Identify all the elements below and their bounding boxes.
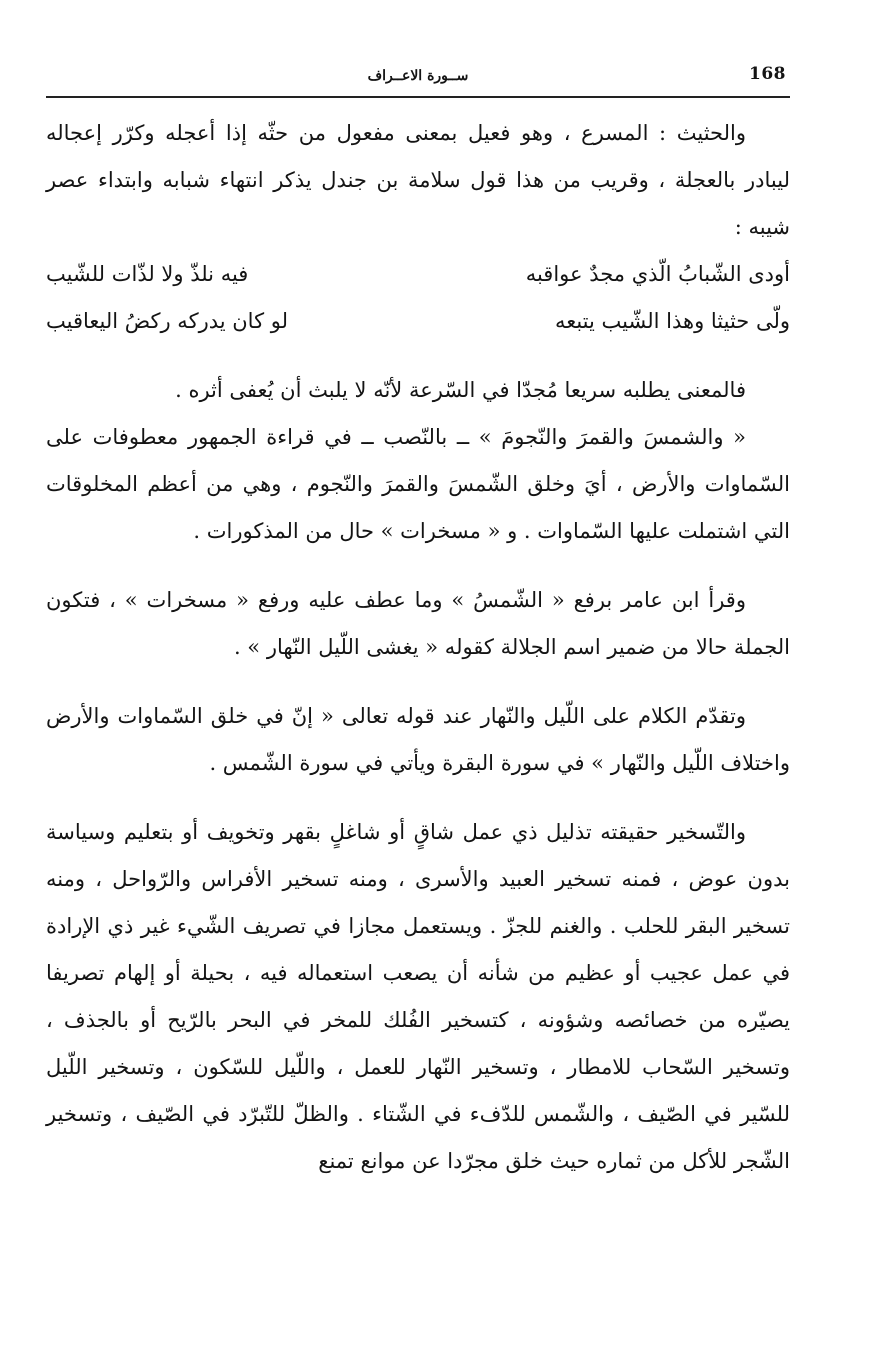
paragraph: وتقدّم الكلام على اللّيل والنّهار عند قوله تعالى « إنّ في خلق السّماوات والأرض واختلاف اللّيل والنّهار » في سورة البقرة ويأتي في سورة الشّمس .	[46, 704, 790, 775]
verse-first-hemistich: أودى الشّبابُ الّذي مجدٌ عواقبه	[525, 262, 790, 286]
page-bottom-margin	[46, 1185, 790, 1205]
verse-second-hemistich: فيه نلذّ ولا لذّات للشّيب	[46, 262, 249, 286]
paragraph: « والشمسَ والقمرَ والنّجومَ » ــ بالنّصب ــ في قراءة الجمهور معطوفات على السّماوات والأرض ، أيَ وخلق الشّمسَ والقمرَ والنّجوم ، وهي من أعظم المخلوقات التي اشتملت عليها السّماوات . و « مسخرات » حال من المذكورات .	[46, 425, 790, 543]
poetry-verse	[46, 298, 790, 345]
verse-first-hemistich: ولّى حثيثا وهذا الشّيب يتبعه	[554, 309, 790, 333]
page-number: 168	[749, 64, 786, 84]
page-header	[46, 56, 790, 98]
surah-title: ســورة الاعــراف	[367, 68, 469, 84]
book-page	[46, 56, 790, 1205]
paragraph: وقرأ ابن عامر برفع « الشّمسُ » وما عطف عليه ورفع « مسخرات » ، فتكون الجملة حالا من ضمير اسم الجلالة كقوله « يغشى اللّيل النّهار » .	[46, 588, 790, 659]
poetry-verse	[46, 251, 790, 298]
body-text	[46, 110, 790, 1185]
paragraph: والتّسخير حقيقته تذليل ذي عمل شاقٍ أو شاغلٍ بقهر وتخويف أو بتعليم وسياسة بدون عوض ، فمنه تسخير العبيد والأسرى ، ومنه تسخير الأفراس والرّواحل ، ومنه تسخير البقر للحلب . والغنم للجزّ . ويستعمل مجازا في تصريف الشّيء غير ذي الإرادة في عمل عجيب أو عظيم من شأنه أن يصعب استعماله فيه ، بحيلة أو إلهام تصريفا يصيّره من خصائصه وشؤونه ، كتسخير الفُلك للمخر في البحر بالرّيح أو بالجذف ، وتسخير السّحاب للامطار ، وتسخير النّهار للعمل ، واللّيل للسّكون ، وتسخير اللّيل للسّير في الصّيف ، والشّمس للدّفء في الشّتاء . والظلّ للتّبرّد في الصّيف ، وتسخير الشّجر للأكل من ثماره حيث خلق مجرّدا عن موانع تمنع	[46, 820, 790, 1173]
verse-second-hemistich: لو كان يدركه ركضُ اليعاقيب	[46, 309, 288, 333]
paragraph: فالمعنى يطلبه سريعا مُجدّا في السّرعة لأنّه لا يلبث أن يُعفى أثره .	[175, 378, 746, 402]
paragraph: والحثيث : المسرع ، وهو فعيل بمعنى مفعول من حثّه إذا أعجله وكرّر إعجاله ليبادر بالعجلة ، وقريب من هذا قول سلامة بن جندل يذكر انتهاء شبابه وابتداء عصر شيبه :	[46, 121, 790, 239]
